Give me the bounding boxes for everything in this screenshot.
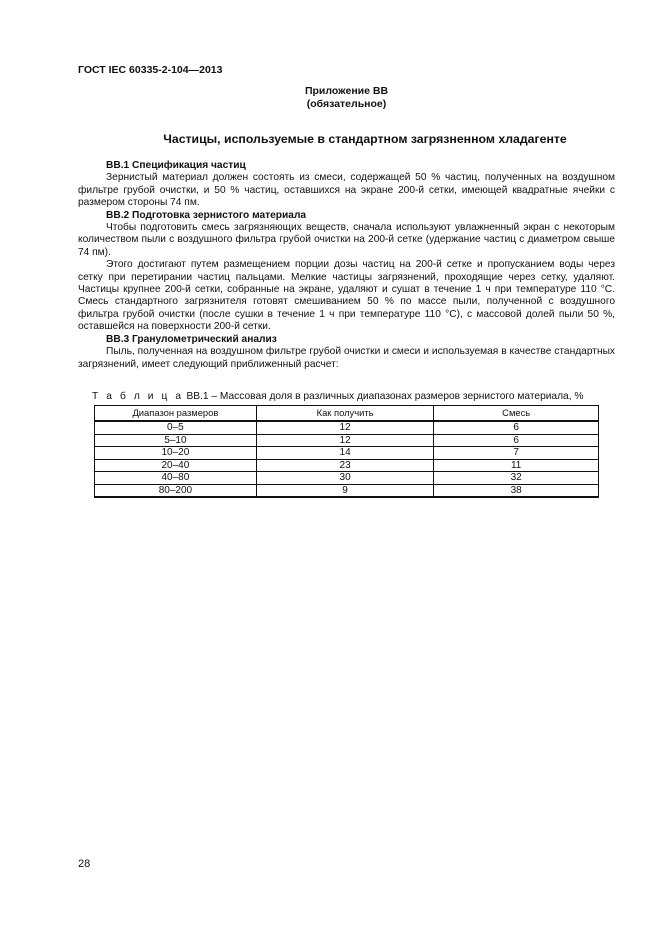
table-row	[95, 472, 599, 485]
cell-as-received: 12	[256, 421, 434, 434]
paragraph-bb3: Пыль, полученная на воздушном фильтре грубой очистки и смеси и используемая в качестве стандартных загрязнений, имеет следующий приближенный расчет:	[78, 346, 615, 370]
paragraph-bb2-1: Чтобы подготовить смесь загрязняющих веществ, сначала используют увлажненный экран с некоторым количеством пыли с воздушного фильтра грубой очистки на 200-й сетке (удержание частиц с диаметром свыше 74 пм).	[78, 222, 615, 258]
document-body	[78, 160, 615, 371]
table-row	[95, 434, 599, 447]
cell-size-range: 40–80	[95, 472, 257, 485]
cell-as-received: 30	[256, 472, 434, 485]
section-heading-bb1: ВВ.1 Спецификация частиц	[106, 160, 246, 171]
column-header-size-range: Диапазон размеров	[95, 406, 257, 422]
cell-size-range: 10–20	[95, 447, 257, 460]
table-caption-text: ВВ.1 – Массовая доля в различных диапазонах размеров зернистого материала, %	[186, 391, 584, 402]
annex-status: (обязательное)	[306, 98, 387, 110]
paragraph-bb2-2: Этого достигают путем размещением порции дозы частиц на 200-й сетке и пропусканием воды через сетку при перетирании частиц пальцами. Мелкие частицы загрязнений, проходящие через сетку, удаляют. Частицы крупнее 200-й сетки, собранные на экране, удаляют и сушат в течение 1 ч при температуре 110 °С. Смесь стандартного загрязнителя готовят смешиванием 50 % по массе пыли, полученной с воздушного фильтра грубой очистки (после сушки в течение 1 ч при температуре 110 °С), с массовой долей пыли 50 %, оставшейся на поверхности 200-й сетки.	[78, 259, 615, 333]
cell-as-received: 12	[256, 434, 434, 447]
column-header-mixture: Смесь	[434, 406, 599, 422]
table-row	[95, 459, 599, 472]
table-row	[95, 484, 599, 497]
cell-size-range: 80–200	[95, 484, 257, 497]
cell-size-range: 20–40	[95, 459, 257, 472]
table-caption-prefix: Т а б л и ц а	[92, 391, 184, 402]
page-number: 28	[78, 858, 91, 870]
table-header-row	[95, 406, 599, 422]
cell-mixture: 6	[434, 434, 599, 447]
section-heading-bb3: ВВ.3 Гранулометрический анализ	[106, 333, 277, 345]
cell-as-received: 9	[256, 484, 434, 497]
cell-mixture: 38	[434, 484, 599, 497]
page-title: Частицы, используемые в стандартном загрязненном хладагенте	[163, 132, 567, 146]
cell-size-range: 0–5	[95, 421, 257, 434]
column-header-as-received: Как получить	[256, 406, 434, 422]
table-caption	[92, 391, 583, 402]
paragraph-bb1: Зернистый материал должен состоять из смеси, содержащей 50 % частиц, полученных на воздушном фильтре грубой очистки, и 50 % частиц, оставшихся на экране 200-й сетки, имеющей квадратные ячейки с размером стороны 74 пм.	[78, 172, 615, 209]
table-row	[95, 421, 599, 434]
cell-as-received: 23	[256, 459, 434, 472]
cell-mixture: 7	[434, 447, 599, 460]
cell-mixture: 6	[434, 421, 599, 434]
section-heading-bb2: ВВ.2 Подготовка зернистого материала	[106, 209, 307, 221]
cell-size-range: 5–10	[95, 434, 257, 447]
document-code: ГОСТ IEC 60335-2-104—2013	[78, 64, 223, 76]
particle-size-table	[94, 405, 599, 498]
annex-title: Приложение ВВ	[304, 85, 389, 97]
cell-mixture: 11	[434, 459, 599, 472]
cell-as-received: 14	[256, 447, 434, 460]
table-row	[95, 447, 599, 460]
annex-heading	[0, 85, 661, 111]
cell-mixture: 32	[434, 472, 599, 485]
